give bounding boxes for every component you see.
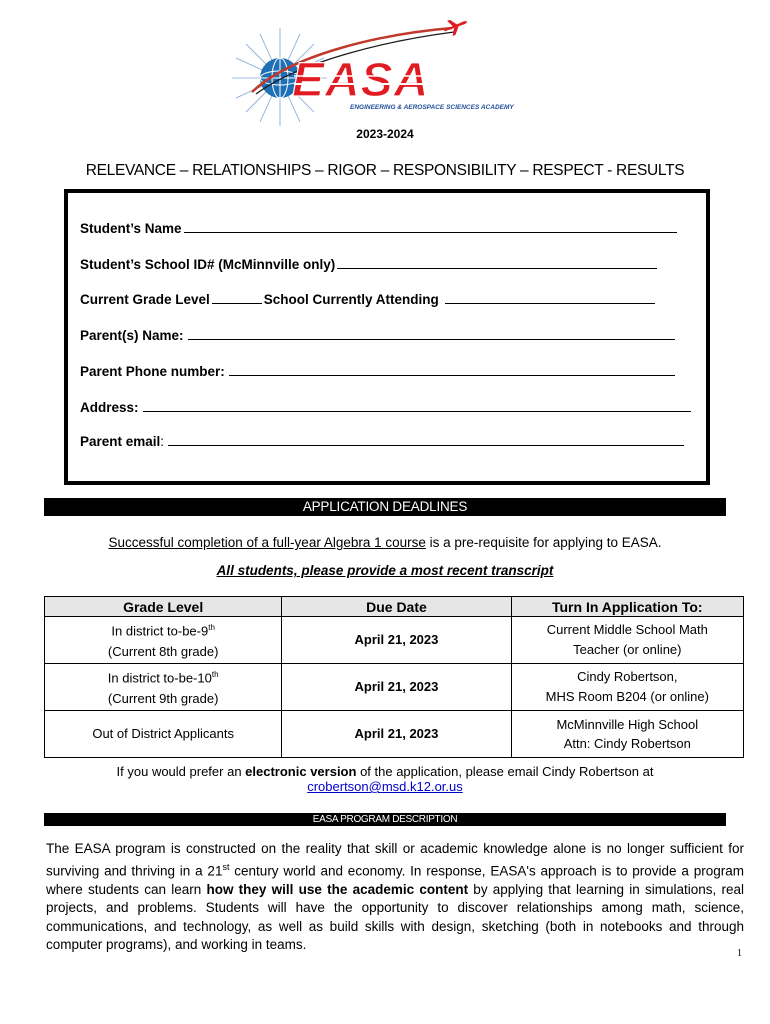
parent-name-line[interactable] xyxy=(188,338,675,340)
turn-in-line1: Cindy Robertson, xyxy=(577,669,678,684)
logo-wordmark: EASA xyxy=(292,54,430,107)
turn-in-line2: MHS Room B204 (or online) xyxy=(545,689,709,704)
description-part3: by applying that learning in simulations, real projects, and problems. Students will have the opportunity to discover relationships among math, science, communications, and technology, as well as build skills with design, sketching (both in notebooks and through computer programs), and working in teams. xyxy=(46,882,745,952)
description-part2: century world and economy. In response, EASA's approach is to provide a program where students can learn xyxy=(46,863,744,898)
description-bold: how they will use the academic content xyxy=(206,882,469,898)
easa-logo-graphic xyxy=(232,14,532,126)
table-row xyxy=(45,617,744,664)
description-part1: The EASA program is constructed on the reality that skill or academic knowledge alone is no longer sufficient for surviving and thriving in a 21 xyxy=(46,841,744,879)
electronic-version-note xyxy=(0,764,770,794)
due-cell: April 21, 2023 xyxy=(282,711,511,758)
deadlines-header: APPLICATION DEADLINES xyxy=(44,498,726,516)
program-description xyxy=(46,840,744,954)
grade-line2: (Current 8th grade) xyxy=(107,643,219,659)
grade-cell xyxy=(45,711,282,758)
page-number: 1 xyxy=(737,948,742,959)
grade-sup: th xyxy=(211,670,219,680)
address-line[interactable] xyxy=(143,410,691,412)
turn-in-line1: McMinnville High School xyxy=(556,717,699,732)
description-sup: st xyxy=(222,862,230,873)
electronic-after: of the application, please email Cindy Robertson at xyxy=(356,764,654,779)
student-name-line[interactable] xyxy=(184,231,677,233)
parent-phone-line[interactable] xyxy=(229,374,675,376)
address-field[interactable] xyxy=(80,400,691,415)
prerequisite-rest: is a pre-requisite for applying to EASA. xyxy=(425,535,662,550)
table-header-row xyxy=(45,597,744,617)
due-cell: April 21, 2023 xyxy=(282,664,511,711)
grade-line2: (Current 9th grade) xyxy=(107,690,219,706)
student-info-form xyxy=(64,189,710,485)
header-due-date: Due Date xyxy=(282,597,511,617)
prerequisite-underlined: Successful completion of a full-year Algebra 1 course xyxy=(108,535,426,550)
parent-email-label: Parent email xyxy=(80,434,161,449)
electronic-bold: electronic version xyxy=(245,764,357,779)
student-name-label: Student’s Name xyxy=(80,221,182,236)
airplane-icon xyxy=(442,14,471,38)
grade-level-line[interactable] xyxy=(212,302,262,304)
grade-school-field[interactable] xyxy=(80,292,655,307)
transcript-note: All students, please provide a most recent transcript xyxy=(216,563,554,578)
school-year: 2023-2024 xyxy=(356,127,414,141)
parent-email-colon: : xyxy=(160,434,165,449)
school-attending-label: School Currently Attending xyxy=(263,292,439,307)
school-id-field[interactable] xyxy=(80,257,657,272)
table-row xyxy=(45,664,744,711)
turn-in-cell xyxy=(511,664,743,711)
prerequisite-note xyxy=(0,535,770,550)
grade-level-label: Current Grade Level xyxy=(80,292,210,307)
grade-line1: Out of District Applicants xyxy=(92,726,234,741)
student-name-field[interactable] xyxy=(80,221,677,236)
turn-in-line1: Current Middle School Math xyxy=(546,622,708,637)
easa-logo xyxy=(232,14,532,126)
parent-name-label: Parent(s) Name: xyxy=(80,328,184,343)
motto: RELEVANCE – RELATIONSHIPS – RIGOR – RESPONSIBILITY – RESPECT - RESULTS xyxy=(85,162,685,179)
school-attending-line[interactable] xyxy=(445,302,655,304)
grade-sup: th xyxy=(208,623,215,633)
parent-phone-field[interactable] xyxy=(80,364,675,379)
parent-phone-label: Parent Phone number: xyxy=(80,364,225,379)
turn-in-line2: Teacher (or online) xyxy=(573,642,682,657)
turn-in-line2: Attn: Cindy Robertson xyxy=(563,736,691,751)
table-row xyxy=(45,711,744,758)
address-label: Address: xyxy=(80,400,139,415)
logo-tagline: ENGINEERING & AEROSPACE SCIENCES ACADEMY xyxy=(350,104,514,111)
grade-line1: In district to-be-10 xyxy=(107,670,212,686)
header-grade-level: Grade Level xyxy=(45,597,282,617)
grade-line1: In district to-be-9 xyxy=(111,623,209,639)
parent-name-field[interactable] xyxy=(80,328,675,343)
program-description-header: EASA PROGRAM DESCRIPTION xyxy=(44,813,726,826)
email-link[interactable]: crobertson@msd.k12.or.us xyxy=(307,779,463,794)
turn-in-cell xyxy=(511,617,743,664)
parent-email-line[interactable] xyxy=(168,444,684,446)
turn-in-cell xyxy=(511,711,743,758)
school-id-label: Student’s School ID# (McMinnville only) xyxy=(80,257,336,272)
grade-cell xyxy=(45,664,282,711)
electronic-before: If you would prefer an xyxy=(116,764,246,779)
grade-cell xyxy=(45,617,282,664)
header-turn-in: Turn In Application To: xyxy=(511,597,743,617)
due-cell: April 21, 2023 xyxy=(282,617,511,664)
deadlines-table xyxy=(44,596,744,758)
parent-email-field[interactable] xyxy=(80,434,684,449)
school-id-line[interactable] xyxy=(337,267,657,269)
